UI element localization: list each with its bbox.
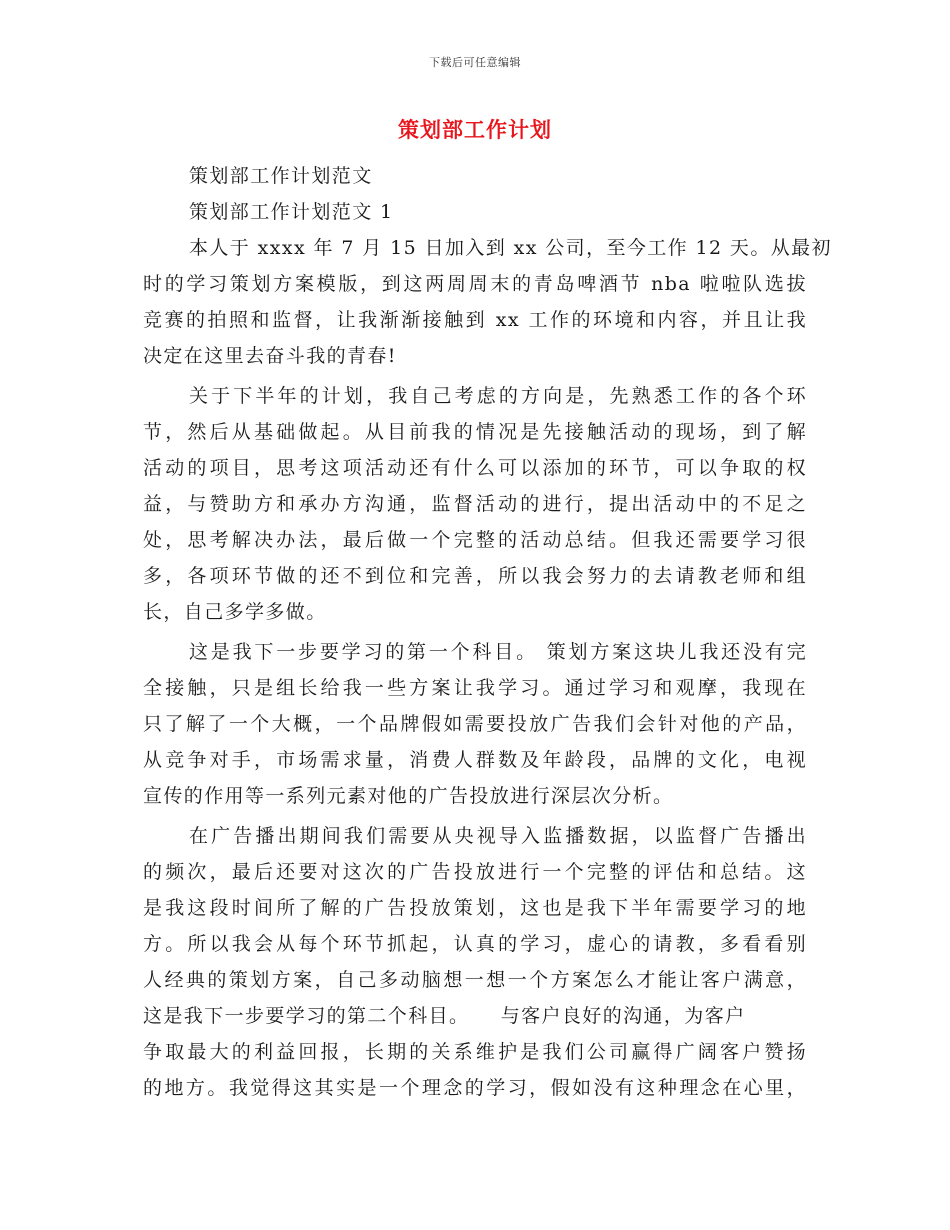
- paragraph-line: 人经典的策划方案，自己多动脑想一想一个方案怎么才能让客户满意，: [143, 969, 807, 991]
- paragraph-line: 宣传的作用等一系列元素对他的广告投放进行深层次分析。: [143, 785, 674, 807]
- paragraph-line: 本人于 xxxx 年 7 月 15 日加入到 xx 公司，至今工作 12 天。从最初: [189, 237, 832, 259]
- paragraph-line: 活动的项目，思考这项活动还有什么可以添加的环节，可以争取的权: [143, 457, 807, 479]
- header-note: 下载后可任意编辑: [429, 56, 521, 69]
- paragraph-line: 的频次，最后还要对这次的广告投放进行一个完整的评估和总结。这: [143, 861, 807, 883]
- section-subtitle: 策划部工作计划范文 1: [189, 201, 394, 223]
- paragraph-line: 这是我下一步要学习的第二个科目。 与客户良好的沟通，为客户: [143, 1005, 746, 1027]
- paragraph-line: 这是我下一步要学习的第一个科目。 策划方案这块儿我还没有完: [189, 641, 807, 663]
- paragraph-line: 的地方。我觉得这其实是一个理念的学习，假如没有这种理念在心里，: [143, 1077, 807, 1099]
- paragraph-line: 长，自己多学多做。: [143, 601, 327, 623]
- document-title: 策划部工作计划: [398, 117, 552, 142]
- paragraph-line: 处，思考解决办法，最后做一个完整的活动总结。但我还需要学习很: [143, 529, 807, 551]
- paragraph-line: 益，与赞助方和承办方沟通，监督活动的进行，提出活动中的不足之: [143, 493, 807, 515]
- paragraph-line: 是我这段时间所了解的广告投放策划，这也是我下半年需要学习的地: [143, 897, 807, 919]
- paragraph: [143, 378, 807, 630]
- paragraph: [143, 230, 832, 374]
- paragraph-line: 节，然后从基础做起。从目前我的情况是先接触活动的现场，到了解: [143, 421, 807, 443]
- paragraph-line: 争取最大的利益回报，长期的关系维护是我们公司赢得广阔客户赞扬: [143, 1041, 807, 1063]
- paragraph-line: 时的学习策划方案模版，到这两周周末的青岛啤酒节 nba 啦啦队选拔: [143, 273, 807, 295]
- paragraph-line: 只了解了一个大概，一个品牌假如需要投放广告我们会针对他的产品，: [143, 713, 807, 735]
- paragraph: [143, 634, 807, 814]
- paragraph-line: 关于下半年的计划，我自己考虑的方向是，先熟悉工作的各个环: [189, 385, 807, 407]
- paragraph-line: 从竞争对手，市场需求量，消费人群数及年龄段，品牌的文化，电视: [143, 749, 807, 771]
- paragraph-line: 决定在这里去奋斗我的青春!: [143, 345, 397, 367]
- paragraph-line: 竞赛的拍照和监督，让我渐渐接触到 xx 工作的环境和内容，并且让我: [143, 309, 807, 331]
- paragraph-line: 全接触，只是组长给我一些方案让我学习。通过学习和观摩，我现在: [143, 677, 807, 699]
- section-subtitle: 策划部工作计划范文: [189, 165, 373, 187]
- paragraph-line: 方。所以我会从每个环节抓起，认真的学习，虚心的请教，多看看别: [143, 933, 807, 955]
- paragraph: [143, 818, 807, 1106]
- paragraph-line: 在广告播出期间我们需要从央视导入监播数据，以监督广告播出: [189, 825, 807, 847]
- document-body: [143, 158, 832, 1106]
- paragraph-line: 多，各项环节做的还不到位和完善，所以我会努力的去请教老师和组: [143, 565, 807, 587]
